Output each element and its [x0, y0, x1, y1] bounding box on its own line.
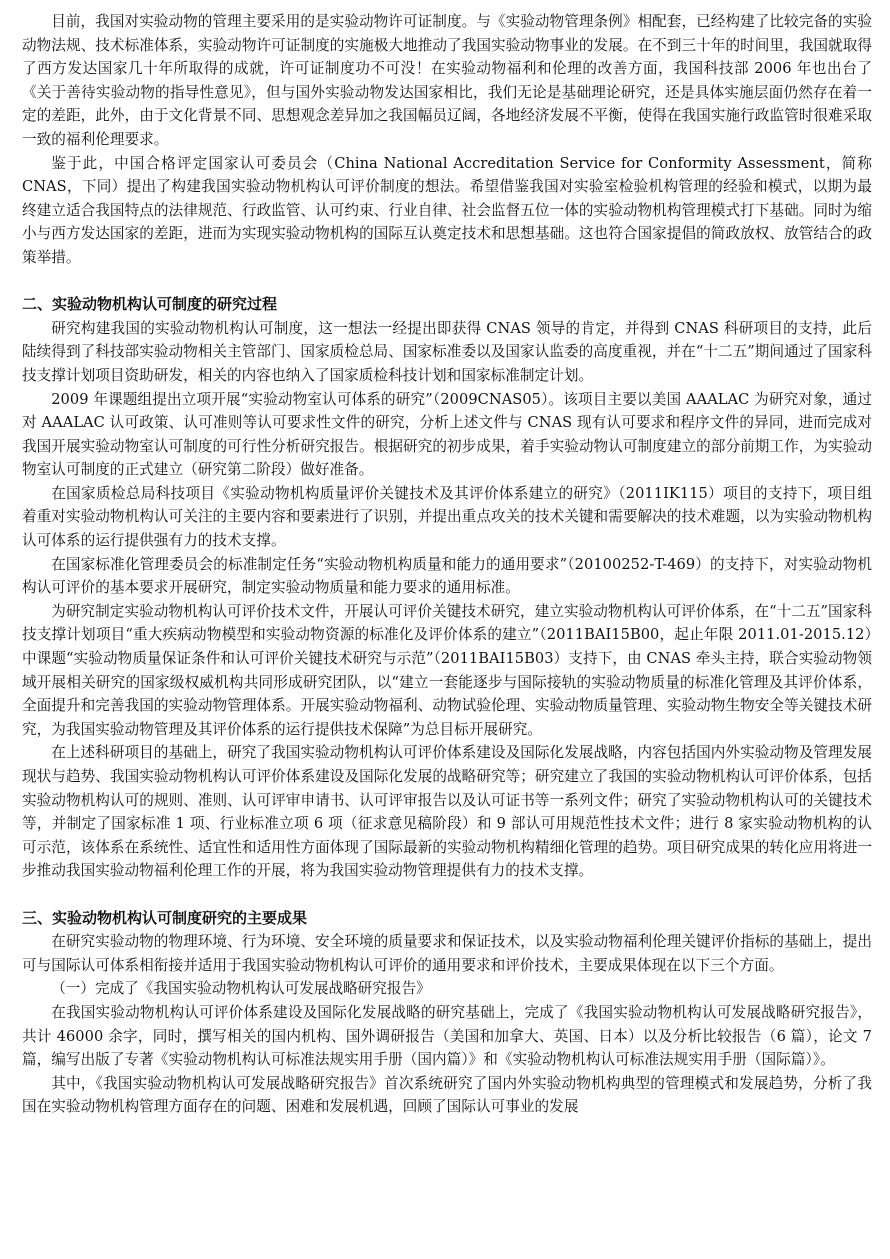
section-gap — [22, 270, 872, 294]
paragraph: 研究构建我国的实验动物机构认可制度，这一想法一经提出即获得 CNAS 领导的肯定，并得到 CNAS 科研项目的支持，此后陆续得到了科技部实验动物相关主管部门、国家质检总局、国家标准委以及国家认监委的高度重视，并在“十二五”期间通过了国家科技支撑计划项目资助研发，相关的内容也纳入了国家质检科技计划和国家标准制定计划。 — [22, 319, 872, 384]
intro-section — [22, 10, 872, 270]
paragraph: 目前，我国对实验动物的管理主要采用的是实验动物许可证制度。与《实验动物管理条例》相配套，已经构建了比较完备的实验动物法规、技术标准体系，实验动物许可证制度的实施极大地推动了我国实验动物事业的发展。在不到三十年的时间里，我国就取得了西方发达国家几十年所取得的成就，许可证制度功不可没！在实验动物福利和伦理的改善方面，我国科技部 2006 年也出台了《关于善待实验动物的指导性意见》，但与国外实验动物发达国家相比，我们无论是基础理论研究，还是具体实施层面仍然存在着一定的差距，此外，由于文化背景不同、思想观念差异加之我国幅员辽阔，各地经济发展不平衡，使得在我国实施行政监管时很难采取一致的福利伦理要求。 — [22, 13, 872, 148]
paragraph: 为研究制定实验动物机构认可评价技术文件，开展认可评价关键技术研究，建立实验动物机构认可评价体系，在“十二五”国家科技支撑计划项目“重大疾病动物模型和实验动物资源的标准化及评价体系的建立”（2011BAI15B00，起止年限 2011.01-2015.12）中课题“实验动物质量保证条件和认可评价关键技术研究与示范”（2011BAI15B03）支持下，由 CNAS 牵头主持，联合实验动物领域开展相关研究的国家级权威机构共同形成研究团队，以“建立一套能逐步与国际接轨的实验动物质量的标准化管理及其评价体系，全面提升和完善我国的实验动物管理体系。开展实验动物福利、动物试验伦理、实验动物质量管理、实验动物生物安全等关键技术研究，为我国实验动物管理及其评价体系的运行提供技术保障”为总目标开展研究。 — [22, 602, 872, 738]
paragraph: 在国家标准化管理委员会的标准制定任务“实验动物机构质量和能力的通用要求”（20100252-T-469）的支持下，对实验动物机构认可评价的基本要求开展研究，制定实验动物质量和能力要求的通用标准。 — [22, 555, 872, 597]
section-gap — [22, 883, 872, 907]
paragraph: 在国家质检总局科技项目《实验动物机构质量评价关键技术及其评价体系建立的研究》（2011IK115）项目的支持下，项目组着重对实验动物机构认可关注的主要内容和要素进行了识别，并提出重点攻关的技术关键和需要解决的技术难题，以为实验动物机构认可体系的运行提供强有力的技术支撑。 — [22, 484, 872, 550]
section-heading: 三、实验动物机构认可制度研究的主要成果 — [22, 908, 308, 927]
paragraph: 在研究实验动物的物理环境、行为环境、安全环境的质量要求和保证技术，以及实验动物福利伦理关键评价指标的基础上，提出可与国际认可体系相衔接并适用于我国实验动物机构认可评价的通用要求和评价技术，主要成果体现在以下三个方面。 — [22, 933, 872, 974]
section-main-results — [22, 907, 872, 1119]
paragraph: 在我国实验动物机构认可评价体系建设及国际化发展战略的研究基础上，完成了《我国实验动物机构认可发展战略研究报告》，共计 46000 余字，同时，撰写相关的国内机构、国外调研报告（美国和加拿大、英国、日本）以及分析比较报告（6 篇），论文 7 篇，编写出版了专著《实验动物机构认可标准法规实用手册（国内篇）》和《实验动物机构认可标准法规实用手册（国际篇）》。 — [22, 1003, 872, 1069]
subsection-heading: （一）完成了《我国实验动物机构认可发展战略研究报告》 — [51, 980, 431, 998]
paragraph: 2009 年课题组提出立项开展“实验动物室认可体系的研究”（2009CNAS05）。该项目主要以美国 AAALAC 为研究对象，通过对 AAALAC 认可政策、认可准则等认可要求性文件的研究，分析上述文件与 CNAS 现有认可要求和程序文件的异同，进而完成对我国开展实验动物室认可制度的可行性分析研究报告。根据研究的初步成果，着手实验动物认可制度建立的部分前期工作，为实验动物室认可制度的正式建立（研究第二阶段）做好准备。 — [22, 390, 872, 479]
document-page — [22, 10, 872, 1119]
paragraph: 鉴于此，中国合格评定国家认可委员会（China National Accreditation Service for Conformity Assessment，简称 CNAS，下同）提出了构建我国实验动物机构认可评价制度的想法。希望借鉴我国对实验室检验机构管理的经验和模式，以期为最终建立适合我国特点的法律规范、行政监管、认可约束、行业自律、社会监督五位一体的实验动物机构管理模式打下基础。同时为缩小与西方发达国家的差距，进而为实现实验动物机构的国际互认奠定技术和思想基础。这也符合国家提倡的简政放权、放管结合的政策举措。 — [22, 154, 872, 266]
section-research-process — [22, 293, 872, 883]
paragraph: 在上述科研项目的基础上，研究了我国实验动物机构认可评价体系建设及国际化发展战略，内容包括国内外实验动物及管理发展现状与趋势、我国实验动物机构认可评价体系建设及国际化发展的战略研究等；研究建立了我国的实验动物机构认可评价体系，包括实验动物机构认可的规则、准则、认可评审申请书、认可评审报告以及认可证书等一系列文件；研究了实验动物机构认可的关键技术等，并制定了国家标准 1 项、行业标准立项 6 项（征求意见稿阶段）和 9 部认可用规范性技术文件；进行 8 家实验动物机构的认可示范，该体系在系统性、适宜性和适用性方面体现了国际最新的实验动物机构精细化管理的趋势。项目研究成果的转化应用将进一步推动我国实验动物福利伦理工作的开展，将为我国实验动物管理提供有力的技术支撑。 — [22, 744, 872, 880]
section-heading: 二、实验动物机构认可制度的研究过程 — [22, 295, 278, 314]
paragraph: 其中，《我国实验动物机构认可发展战略研究报告》首次系统研究了国内外实验动物机构典型的管理模式和发展趋势，分析了我国在实验动物机构管理方面存在的问题、困难和发展机遇，回顾了国际认可事业的发展 — [22, 1074, 872, 1116]
